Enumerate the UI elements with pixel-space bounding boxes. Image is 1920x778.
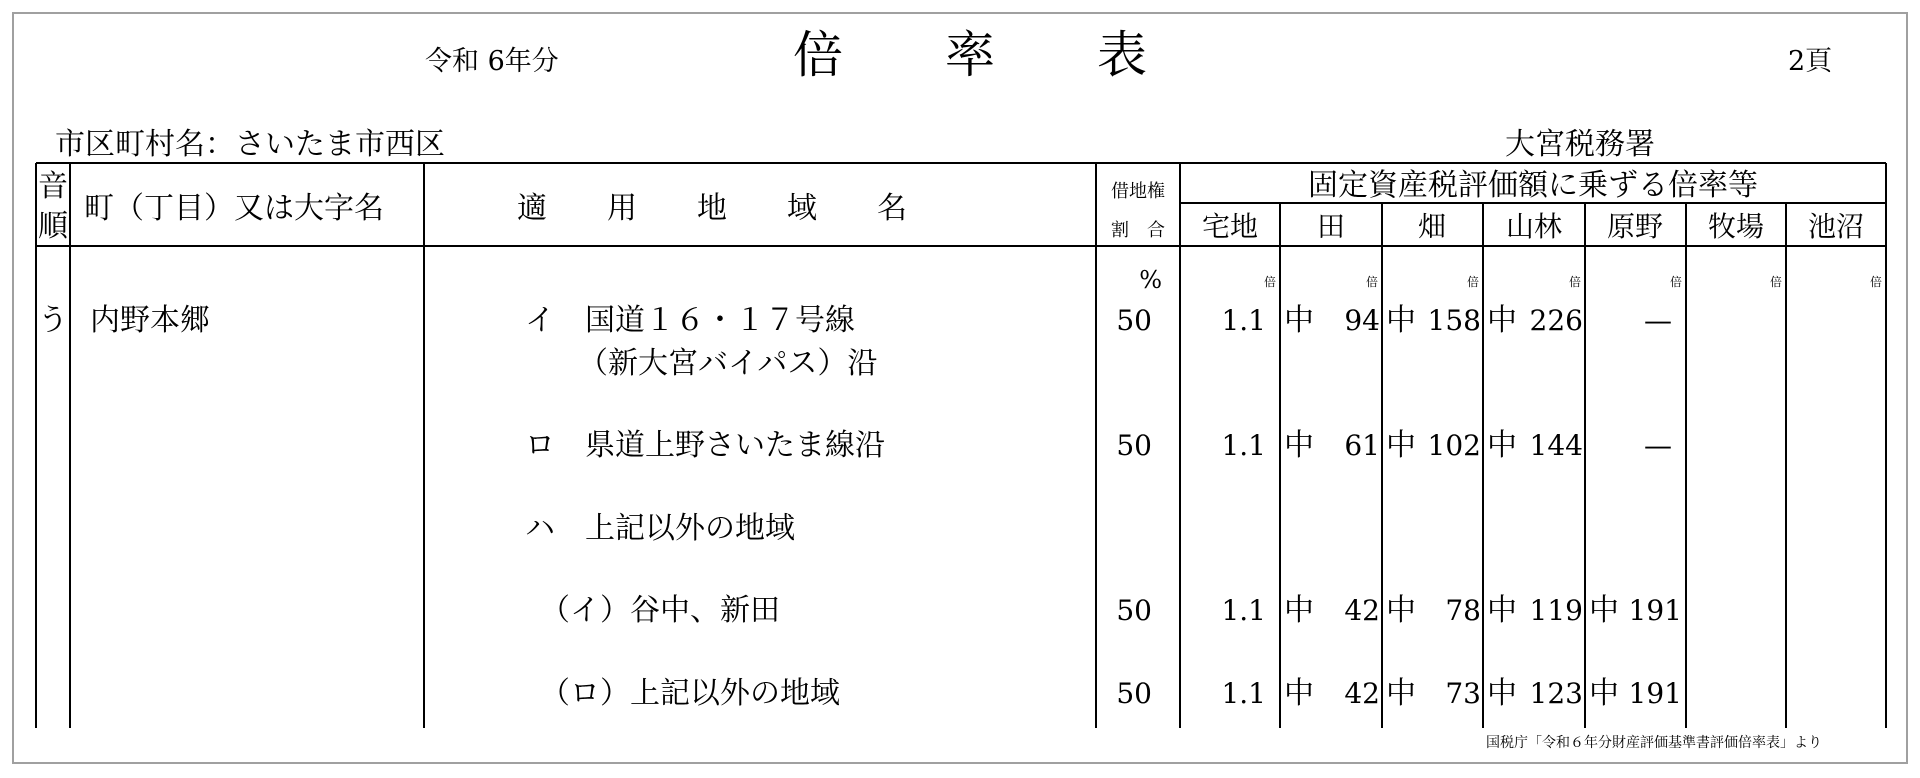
residential-cell: 1.1 <box>1221 429 1266 462</box>
ratio-cell: 50 <box>1116 594 1152 627</box>
field-prefix: 中 <box>1386 303 1416 338</box>
paddy-unit: 倍 <box>1365 275 1378 289</box>
area-cell: （ロ）上記以外の地域 <box>540 676 840 711</box>
paddy-prefix: 中 <box>1284 593 1314 628</box>
table-lines <box>36 163 1886 728</box>
field-cell: 102 <box>1427 429 1481 462</box>
residential-header: 宅地 <box>1201 210 1259 243</box>
field-unit: 倍 <box>1466 275 1479 289</box>
wild-cell: 191 <box>1628 677 1682 710</box>
paddy-prefix: 中 <box>1284 428 1314 463</box>
tax-office-label: 大宮税務署 <box>1505 127 1655 162</box>
pasture-unit: 倍 <box>1769 275 1782 289</box>
order-cell: う <box>38 303 68 338</box>
forest-prefix: 中 <box>1487 428 1517 463</box>
field-prefix: 中 <box>1386 593 1416 628</box>
residential-cell: 1.1 <box>1221 677 1266 710</box>
forest-prefix: 中 <box>1487 303 1517 338</box>
area-cell-continuation: （新大宮バイパス）沿 <box>578 346 878 381</box>
paddy-header: 田 <box>1316 210 1346 243</box>
multiplier-group-header: 固定資産税評価額に乗ずる倍率等 <box>1308 168 1758 203</box>
leasehold-header-top: 借地権 <box>1111 181 1165 202</box>
paddy-cell: 61 <box>1344 429 1380 462</box>
pond-header: 池沼 <box>1807 210 1865 243</box>
wild-cell: — <box>1644 304 1672 337</box>
page-title: 倍率表 <box>793 26 1249 84</box>
forest-cell: 226 <box>1529 304 1583 337</box>
residential-unit: 倍 <box>1263 275 1276 289</box>
residential-cell: 1.1 <box>1221 304 1266 337</box>
forest-prefix: 中 <box>1487 676 1517 711</box>
percent-unit: % <box>1139 266 1162 294</box>
ratio-cell: 50 <box>1116 429 1152 462</box>
field-header: 畑 <box>1417 210 1447 243</box>
wild-header: 原野 <box>1606 210 1664 243</box>
source-note: 国税庁「令和６年分財産評価基準書評価倍率表」より <box>1486 735 1822 751</box>
wild-cell: — <box>1644 429 1672 462</box>
wild-prefix: 中 <box>1589 593 1619 628</box>
municipality-label: 市区町村名：さいたま市西区 <box>55 127 445 162</box>
era-label: 令和 6年分 <box>425 46 559 77</box>
forest-prefix: 中 <box>1487 593 1517 628</box>
pasture-header: 牧場 <box>1707 210 1765 243</box>
forest-header: 山林 <box>1505 210 1563 243</box>
paddy-prefix: 中 <box>1284 676 1314 711</box>
wild-prefix: 中 <box>1589 676 1619 711</box>
forest-cell: 119 <box>1529 594 1583 627</box>
area-cell: イ 国道１６・１７号線 <box>525 303 855 338</box>
field-cell: 73 <box>1445 677 1481 710</box>
ratio-cell: 50 <box>1116 677 1152 710</box>
town-cell: 内野本郷 <box>90 303 210 338</box>
pond-unit: 倍 <box>1869 275 1882 289</box>
paddy-prefix: 中 <box>1284 303 1314 338</box>
wild-cell: 191 <box>1628 594 1682 627</box>
paddy-cell: 42 <box>1344 594 1380 627</box>
paddy-cell: 42 <box>1344 677 1380 710</box>
field-prefix: 中 <box>1386 428 1416 463</box>
residential-cell: 1.1 <box>1221 594 1266 627</box>
area-cell: （イ）谷中、新田 <box>540 593 780 628</box>
leasehold-header-bottom: 割 合 <box>1111 220 1165 241</box>
page-number: 2頁 <box>1788 46 1833 77</box>
field-cell: 78 <box>1445 594 1481 627</box>
order-header-top: 音 <box>38 169 68 204</box>
area-cell: ロ 県道上野さいたま線沿 <box>525 428 885 463</box>
field-cell: 158 <box>1427 304 1481 337</box>
order-header-bottom: 順 <box>38 209 68 244</box>
paddy-cell: 94 <box>1344 304 1380 337</box>
field-prefix: 中 <box>1386 676 1416 711</box>
forest-cell: 144 <box>1529 429 1583 462</box>
forest-cell: 123 <box>1529 677 1583 710</box>
forest-unit: 倍 <box>1568 275 1581 289</box>
area-header: 適 用 地 域 名 <box>517 191 907 226</box>
wild-unit: 倍 <box>1669 275 1682 289</box>
ratio-cell: 50 <box>1116 304 1152 337</box>
area-cell: ハ 上記以外の地域 <box>525 511 795 546</box>
town-header: 町（丁目）又は大字名 <box>84 191 384 226</box>
